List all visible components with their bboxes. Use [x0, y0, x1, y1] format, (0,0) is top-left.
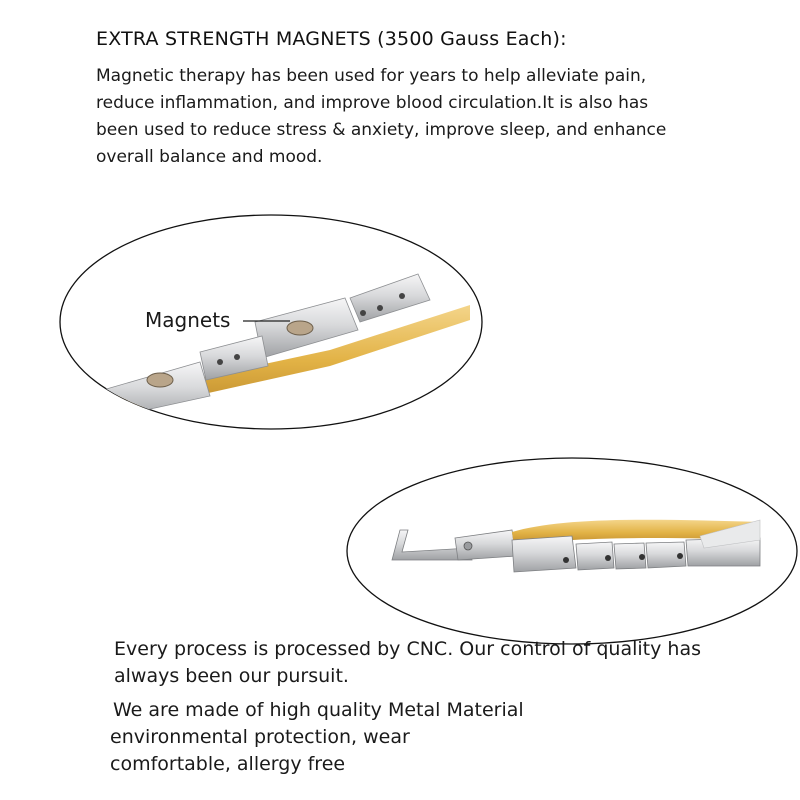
cnc-line: always been our pursuit. [114, 665, 349, 687]
cnc-line: Every process is processed by CNC. Our control of quality has [114, 638, 701, 660]
material-line: environmental protection, wear [110, 726, 410, 748]
intro-line: overall balance and mood. [96, 147, 323, 167]
material-line: comfortable, allergy free [110, 753, 346, 775]
clasp-detail-ellipse [347, 458, 797, 644]
callout-label: Magnets [145, 308, 231, 332]
intro-line: Magnetic therapy has been used for years to help alleviate pain, [96, 66, 647, 86]
magnet-detail-ellipse [60, 215, 482, 429]
material-paragraph [110, 697, 524, 778]
material-line: We are made of high quality Metal Material [113, 699, 524, 721]
intro-line: reduce inflammation, and improve blood circulation.It is also has [96, 93, 649, 113]
intro-line: been used to reduce stress & anxiety, improve sleep, and enhance [96, 120, 667, 140]
cnc-paragraph [114, 636, 701, 690]
heading: EXTRA STRENGTH MAGNETS (3500 Gauss Each): [96, 28, 567, 50]
